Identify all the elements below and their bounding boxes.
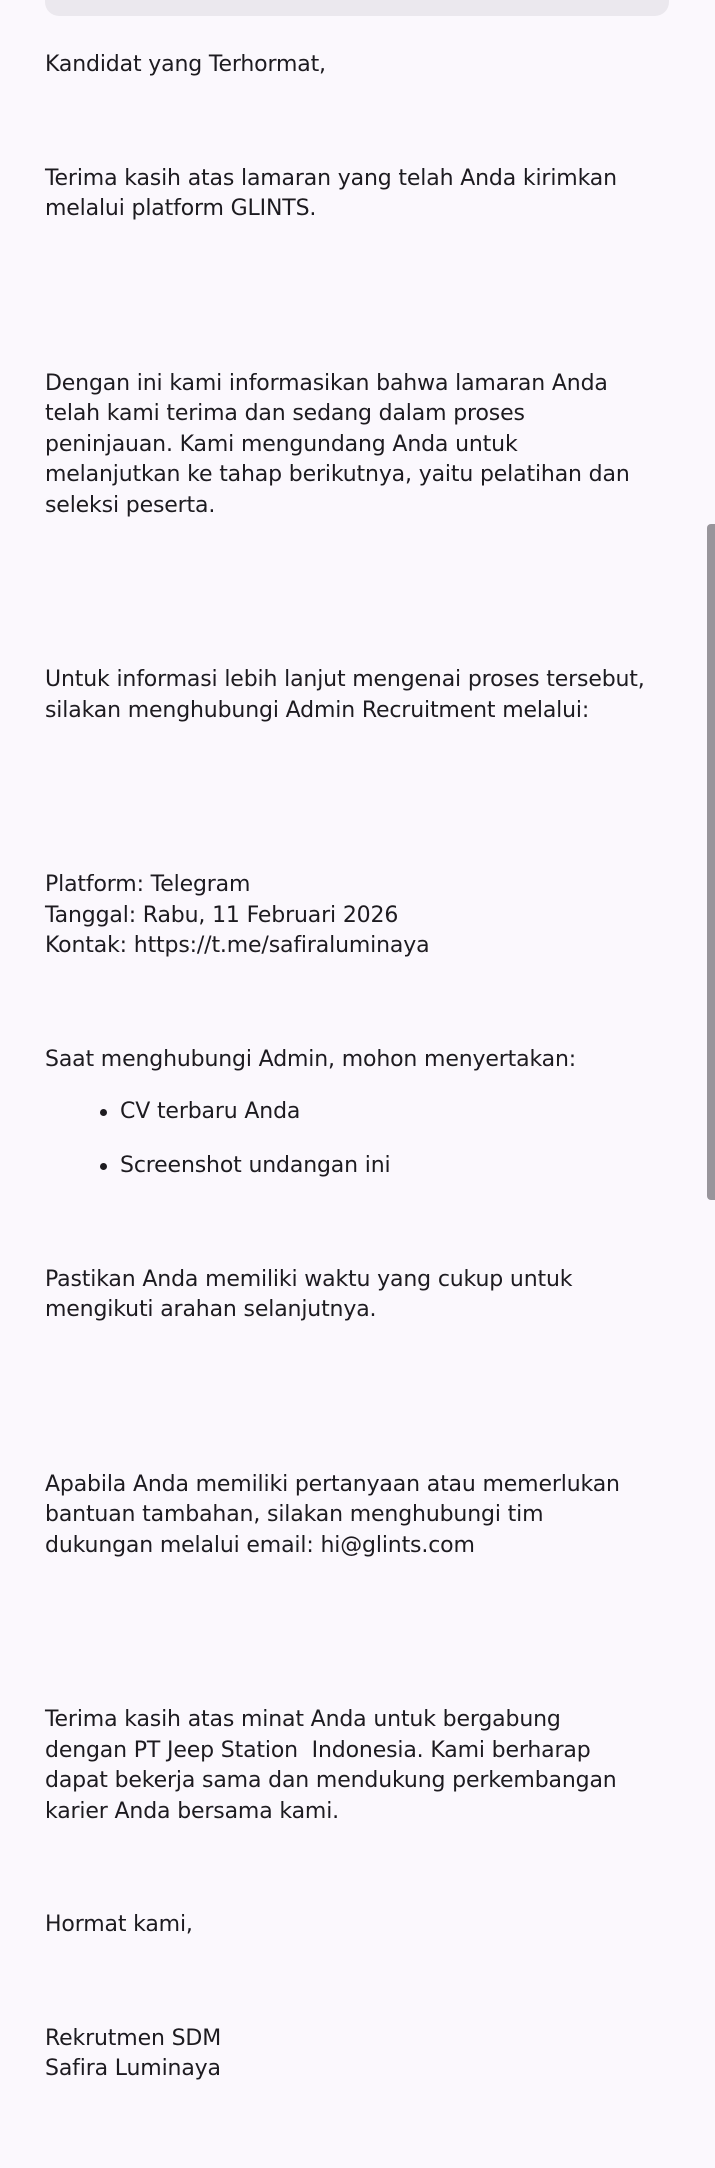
email-body <box>45 50 685 2168</box>
paragraph-time-note <box>45 1204 685 1387</box>
text-line: peninjauan. Kami mengundang Anda untuk <box>45 431 518 457</box>
bullet-icon <box>100 1109 107 1116</box>
text-line: telah kami terima dan sedang dalam proses <box>45 401 525 426</box>
paragraph-closing-thanks <box>45 1644 685 1888</box>
paragraph-invitation <box>45 308 685 583</box>
bullet-icon <box>100 1163 107 1170</box>
text-line: Pastikan Anda memiliki waktu yang cukup untuk <box>45 1266 573 1292</box>
text-line: silakan menghubungi Admin Recruitment melalui: <box>45 697 590 723</box>
support-email-line[interactable]: dukungan melalui email: hi@glints.com <box>45 1532 475 1558</box>
list-item-label: Screenshot undangan ini <box>120 1153 391 1178</box>
text-line: Terima kasih atas minat Anda untuk bergabung <box>45 1707 561 1732</box>
text-line: Apabila Anda memiliki pertanyaan atau memerlukan <box>45 1471 620 1497</box>
contact-link[interactable]: Kontak: https://t.me/safiraluminaya <box>45 933 430 958</box>
signature-role: Rekrutmen SDM <box>45 2025 222 2051</box>
closing: Hormat kami, <box>45 1912 193 1937</box>
list-item <box>45 1151 685 1182</box>
text-line: dapat bekerja sama dan mendukung perkembangan <box>45 1768 617 1793</box>
text-line: melalui platform GLINTS. <box>45 196 317 221</box>
text-line: Terima kasih atas lamaran yang telah Anda kirimkan <box>45 165 617 191</box>
text-line: seleksi peserta. <box>45 492 216 518</box>
text-line: mengikuti arahan selanjutnya. <box>45 1297 377 1322</box>
text-line: Dengan ini kami informasikan bahwa lamaran Anda <box>45 370 608 396</box>
list-item-label: CV terbaru Anda <box>120 1099 301 1124</box>
scrollbar-thumb[interactable] <box>707 524 715 1200</box>
greeting: Kandidat yang Terhormat, <box>45 52 326 77</box>
signature <box>45 1963 685 2146</box>
text-line: bantuan tambahan, silakan menghubungi tim <box>45 1502 544 1527</box>
text-line: Untuk informasi lebih lanjut mengenai proses tersebut, <box>45 667 645 692</box>
signature-name: Safira Luminaya <box>45 2056 221 2081</box>
paragraph-contact-info <box>45 604 685 787</box>
requirements-list <box>45 1097 685 1182</box>
message-header-card <box>45 0 669 16</box>
text-line: dengan PT Jeep Station Indonesia. Kami berharap <box>45 1737 591 1763</box>
paragraph-support <box>45 1409 685 1623</box>
text-line: melanjutkan ke tahap berikutnya, yaitu pelatihan dan <box>45 462 630 487</box>
paragraph-thanks <box>45 103 685 286</box>
text-line: karier Anda bersama kami. <box>45 1798 340 1824</box>
date-detail: Tanggal: Rabu, 11 Februari 2026 <box>45 902 399 928</box>
contact-details <box>45 809 685 1023</box>
paragraph-requirements-intro: Saat menghubungi Admin, mohon menyertakan: <box>45 1046 577 1072</box>
platform-detail: Platform: Telegram <box>45 872 251 897</box>
list-item <box>45 1097 685 1128</box>
